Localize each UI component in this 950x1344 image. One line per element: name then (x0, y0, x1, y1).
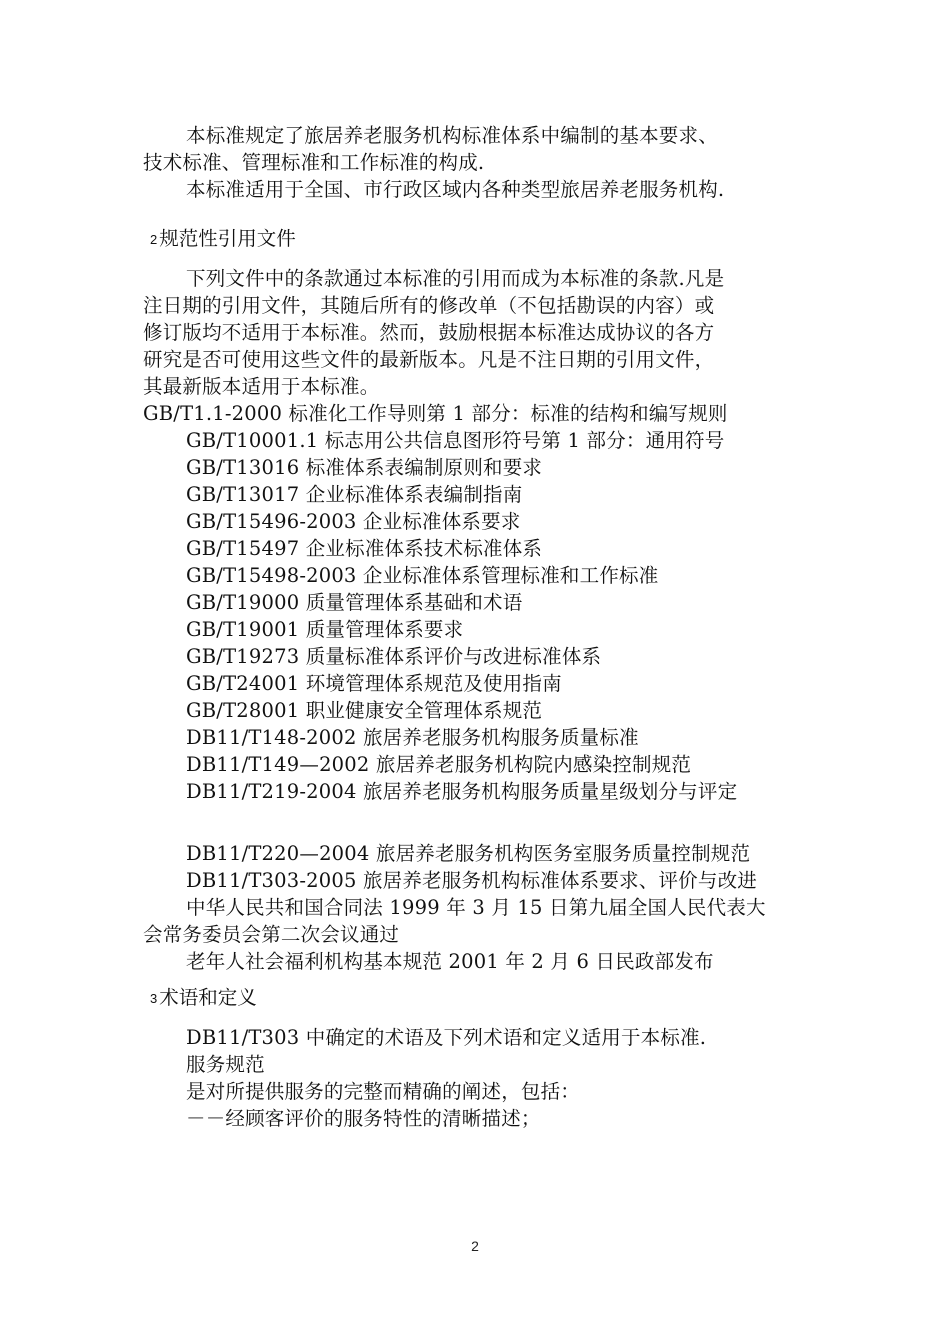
scope-paragraph-line: 技术标准、管理标准和工作标准的构成. (143, 151, 485, 174)
section-title: 规范性引用文件 (159, 227, 296, 250)
reference-item: GB/T1.1-2000 标准化工作导则第 1 部分：标准的结构和编写规则 (143, 402, 728, 425)
scope-paragraph: 本标准适用于全国、市行政区域内各种类型旅居养老服务机构. (186, 178, 725, 201)
reference-item: GB/T19001 质量管理体系要求 (186, 618, 464, 641)
paragraph-line: 是对所提供服务的完整而精确的阐述，包括： (186, 1080, 581, 1103)
reference-item: GB/T24001 环境管理体系规范及使用指南 (186, 672, 562, 695)
scope-paragraph-line: 本标准规定了旅居养老服务机构标准体系中编制的基本要求、 (186, 124, 718, 147)
list-item: －－经顾客评价的服务特性的清晰描述； (186, 1107, 541, 1130)
reference-item: DB11/T149—2002 旅居养老服务机构院内感染控制规范 (186, 753, 692, 776)
section-heading (150, 984, 257, 1012)
reference-item: 中华人民共和国合同法 1999 年 3 月 15 日第九届全国人民代表大 (186, 896, 766, 919)
reference-item: GB/T15498-2003 企业标准体系管理标准和工作标准 (186, 564, 659, 587)
page-number: 2 (471, 1238, 479, 1254)
reference-item: GB/T15496-2003 企业标准体系要求 (186, 510, 521, 533)
reference-item: GB/T13017 企业标准体系表编制指南 (186, 483, 523, 506)
reference-item: GB/T19000 质量管理体系基础和术语 (186, 591, 523, 614)
paragraph-line: 注日期的引用文件，其随后所有的修改单（不包括勘误的内容）或 (143, 294, 715, 317)
reference-item: GB/T19273 质量标准体系评价与改进标准体系 (186, 645, 602, 668)
reference-item: GB/T10001.1 标志用公共信息图形符号第 1 部分：通用符号 (186, 429, 725, 452)
paragraph-line: 其最新版本适用于本标准。 (143, 375, 380, 398)
reference-item: DB11/T148-2002 旅居养老服务机构服务质量标准 (186, 726, 639, 749)
reference-item: 老年人社会福利机构基本规范 2001 年 2 月 6 日民政部发布 (186, 950, 714, 973)
reference-item: GB/T15497 企业标准体系技术标准体系 (186, 537, 543, 560)
reference-item-continuation: 会常务委员会第二次会议通过 (143, 923, 400, 946)
reference-item: GB/T13016 标准体系表编制原则和要求 (186, 456, 543, 479)
section-number: 2 (150, 232, 158, 247)
term-heading: 服务规范 (186, 1053, 265, 1076)
paragraph-line: DB11/T303 中确定的术语及下列术语和定义适用于本标准. (186, 1026, 707, 1049)
paragraph-line: 下列文件中的条款通过本标准的引用而成为本标准的条款.凡是 (186, 267, 725, 290)
section-number: 3 (150, 991, 158, 1006)
paragraph-line: 修订版均不适用于本标准。然而，鼓励根据本标准达成协议的各方 (143, 321, 715, 344)
reference-item: DB11/T303-2005 旅居养老服务机构标准体系要求、评价与改进 (186, 869, 757, 892)
reference-item: DB11/T220—2004 旅居养老服务机构医务室服务质量控制规范 (186, 842, 751, 865)
section-title: 术语和定义 (159, 986, 257, 1009)
paragraph-line: 研究是否可使用这些文件的最新版本。凡是不注日期的引用文件， (143, 348, 715, 371)
section-heading (150, 225, 296, 253)
reference-item: DB11/T219-2004 旅居养老服务机构服务质量星级划分与评定 (186, 780, 738, 803)
reference-item: GB/T28001 职业健康安全管理体系规范 (186, 699, 543, 722)
